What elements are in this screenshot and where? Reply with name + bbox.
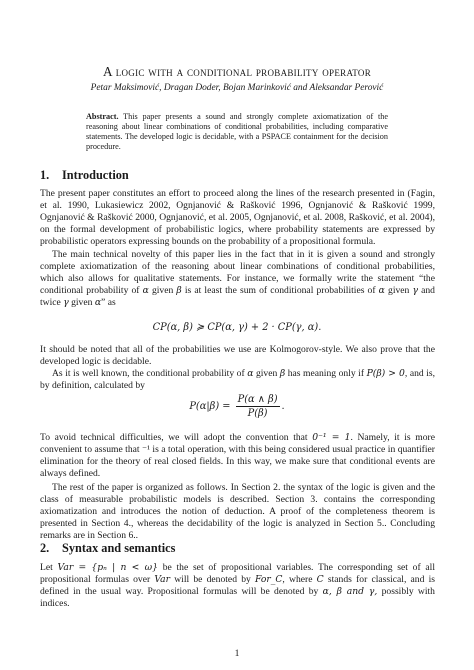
section-heading-syntax <box>40 541 175 556</box>
intro-paragraph-5: To avoid technical difficulties, we will adopt the convention that 0⁻¹ = 1. Namely, it is more convenient to assume that ⁻¹ is a total operation, with this being considered usual practice in quantifier elimination for the theory of real closed fields. In this way, we make sure that conditional events are always defined. <box>40 432 435 480</box>
section-number: 2. <box>40 541 50 555</box>
paper-authors: Petar Maksimović, Dragan Doder, Bojan Marinković and Aleksandar Perović <box>90 83 384 93</box>
abstract-label: Abstract. <box>86 112 119 121</box>
section-title: Introduction <box>62 168 129 182</box>
formula-definition: P(α|β) = $\frac{P(\alpha \wedge \beta)}{P(\beta)}$ . <box>189 394 285 419</box>
section-title: Syntax and semantics <box>62 541 176 555</box>
fraction: $\frac{P(\alpha \wedge \beta)}{P(\beta)}$ <box>237 394 278 419</box>
paper-title: A logic with a conditional probability operator <box>103 64 371 79</box>
intro-paragraph-2: The main technical novelty of this paper lies in the fact that in it is given a sound and strongly complete axiomatization of the reasoning about linear combinations of conditional probabilities, which also allows for qualitative statements. For instance, we formally write the statement “the conditional probability of α given β is at least the sum of conditional probabilities of α given γ and twice γ given α” as <box>40 249 435 309</box>
page-number: 1 <box>234 648 240 659</box>
intro-paragraph-4: As it is well known, the conditional probability of α given β has meaning only if P(β) > 0, and is, by definition, calculated by <box>40 368 436 392</box>
abstract-text: This paper presents a sound and strongly complete axiomatization of the reasoning about linear combinations of conditional probabilities, including comparative statements. The developed logic is decidable, with a PSPACE containment for the decision procedure. <box>86 112 389 151</box>
intro-paragraph-3: It should be noted that all of the probabilities we use are Kolmogorov-style. We also prove that the developed logic is decidable. <box>40 344 435 368</box>
formula-conditional-probability: CP(α, β) ≽ CP(α, γ) + 2 · CP(γ, α). <box>152 322 322 333</box>
abstract <box>86 112 388 152</box>
syntax-paragraph-1: Let Var = {pₙ | n < ω} be the set of propositional variables. The corresponding set of all propositional formulas over Var will be denoted by For_C, where C stands for classical, and is defined in the usual way. Propositional formulas will be denoted by α, β and γ, possibly with indices. <box>40 562 435 610</box>
intro-paragraph-1: The present paper constitutes an effort to proceed along the lines of the research presented in (Fagin, et al. 1990, Lukasiewicz 2002, Ognjanović & Rašković 1996, Ognjanović & Rašković 1999, Ognjanović & Rašković 2000, Ognjanović, et al. 2005, Ognjanović, et al. 2008, Rašković, et al. 2004), on the formal development of probabilistic logics, where probability statements are expressed by probabilistic operators expressing bounds on the probability of a propositional formula. <box>40 188 435 248</box>
intro-paragraph-6: The rest of the paper is organized as follows. In Section 2. the syntax of the logic is given and the class of measurable probabilistic models is described. Section 3. contains the corresponding axiomatization and introduces the notion of deduction. A proof of the completeness theorem is presented in Section 4., whereas the decidability of the logic is analyzed in Section 5.. Concluding remarks are in Section 6.. <box>40 482 435 542</box>
section-heading-introduction <box>40 168 129 183</box>
section-number: 1. <box>40 168 50 182</box>
